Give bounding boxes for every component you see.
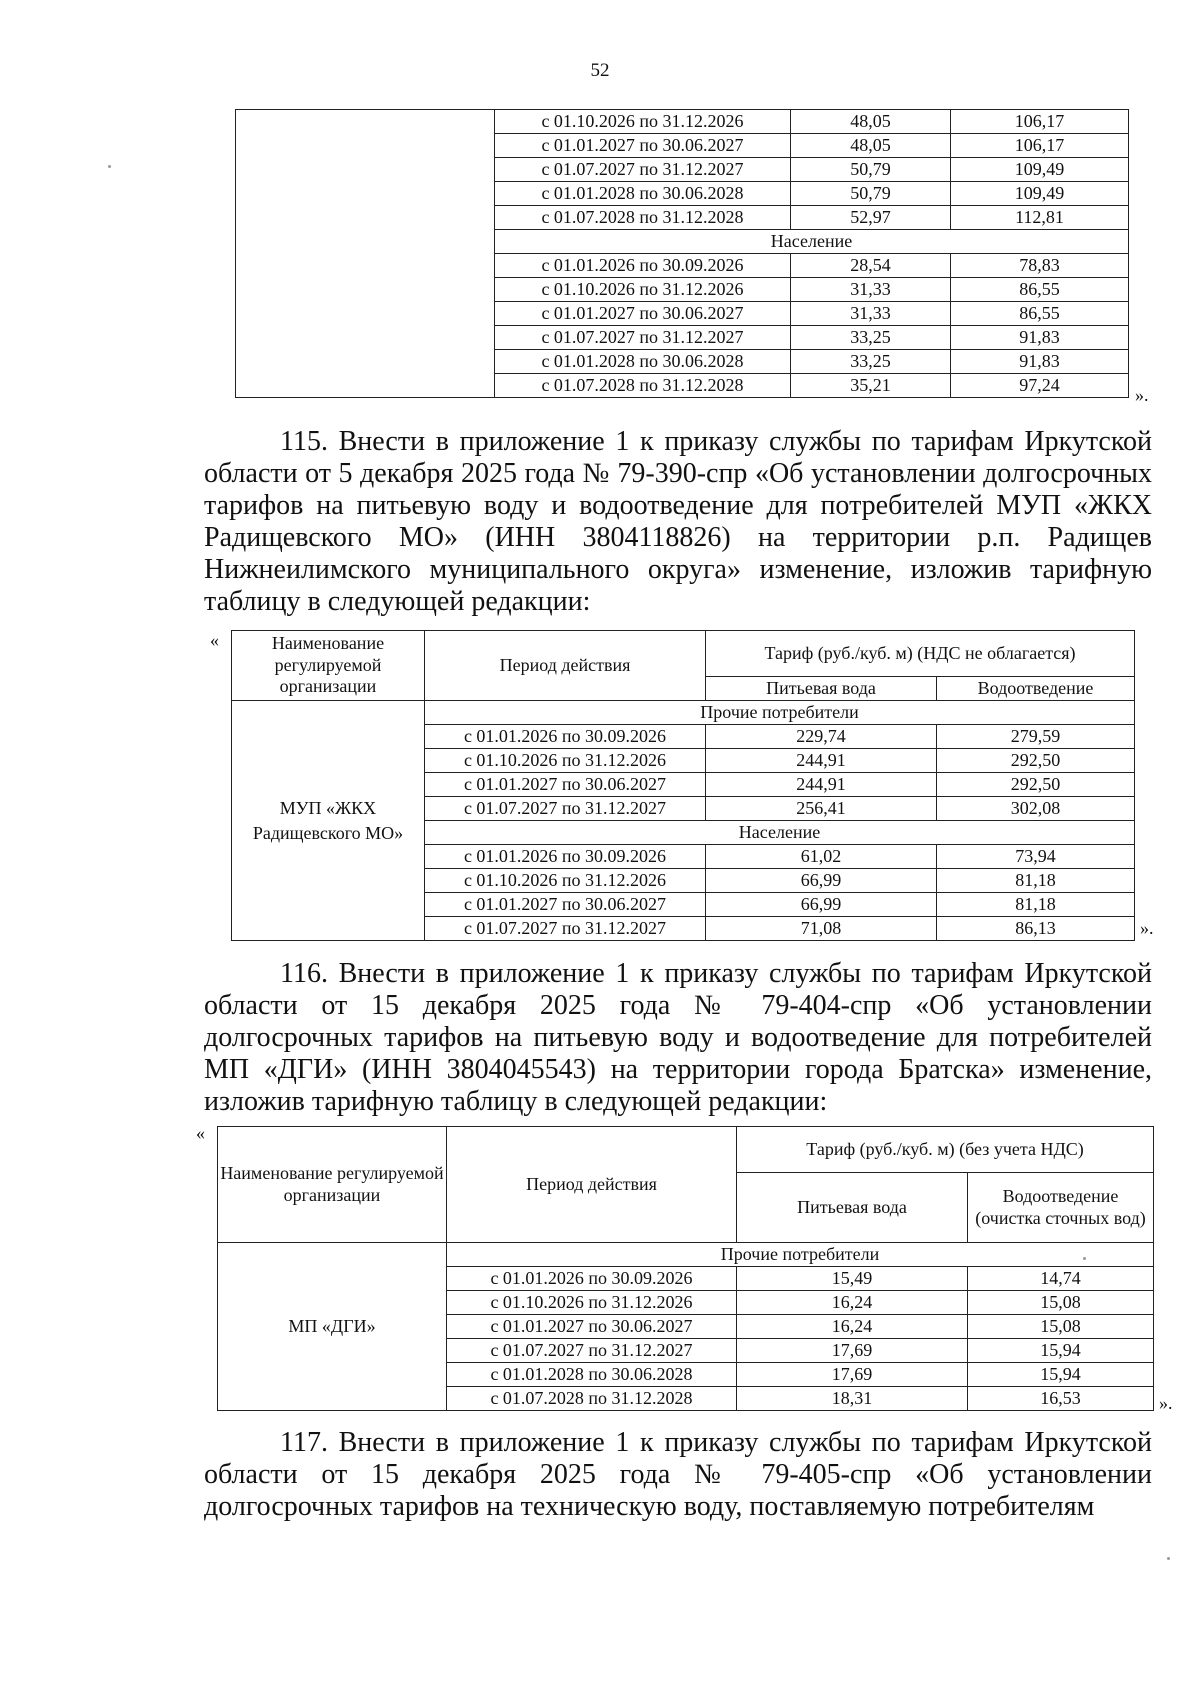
period-cell: с 01.07.2028 по 31.12.2028 [447,1387,737,1411]
sewer-value: 302,08 [937,797,1135,821]
org-name: МУП «ЖКХ Радищевского МО» [232,701,425,941]
period-cell: с 01.10.2026 по 31.12.2026 [447,1291,737,1315]
header-org: Наименование регулируемой организации [232,631,425,701]
period-cell: с 01.10.2026 по 31.12.2026 [495,278,791,302]
period-cell: с 01.01.2027 по 30.06.2027 [447,1315,737,1339]
water-value: 28,54 [791,254,951,278]
period-cell: с 01.01.2028 по 30.06.2028 [447,1363,737,1387]
period-cell: с 01.01.2028 по 30.06.2028 [495,182,791,206]
header-tariff: Тариф (руб./куб. м) (НДС не облагается) [706,631,1135,677]
closing-quote: ». [1159,1393,1173,1413]
water-value: 31,33 [791,302,951,326]
paragraph-115-text: 115. Внести в приложение 1 к приказу службы по тарифам Иркутской области от 5 декабря 2025 года № 79-390-спр «Об установлении долгосрочных тарифов на питьевую воду и водоотведение для потребителей МУП «ЖКХ Радищевского МО» (ИНН 3804118826) на территории р.п. Радищев Нижнеилимского муниципального округа» изменение, изложив тарифную таблицу в следующей редакции: [204,426,1152,617]
scan-speck [108,165,111,168]
section-header: Население [495,230,1129,254]
sewer-value: 106,17 [951,134,1129,158]
water-value: 48,05 [791,134,951,158]
paragraph-117 [204,1427,1152,1523]
sewer-value: 16,53 [968,1387,1154,1411]
water-value: 66,99 [706,869,937,893]
paragraph-116 [204,958,1152,1118]
section-header: Прочие потребители [447,1243,1154,1267]
water-value: 17,69 [737,1339,968,1363]
sewer-value: 73,94 [937,845,1135,869]
opening-quote: « [196,1123,205,1143]
period-cell: с 01.10.2026 по 31.12.2026 [495,110,791,134]
water-value: 33,25 [791,350,951,374]
water-value: 35,21 [791,374,951,398]
period-cell: с 01.01.2027 по 30.06.2027 [495,134,791,158]
sewer-value: 15,08 [968,1291,1154,1315]
header-sewer: Водоотведение (очистка сточных вод) [968,1173,1154,1243]
period-cell: с 01.07.2028 по 31.12.2028 [495,206,791,230]
water-value: 31,33 [791,278,951,302]
water-value: 244,91 [706,749,937,773]
header-water: Питьевая вода [706,677,937,701]
header-sewer: Водоотведение [937,677,1135,701]
sewer-value: 86,55 [951,302,1129,326]
period-cell: с 01.01.2026 по 30.09.2026 [447,1267,737,1291]
org-name: МП «ДГИ» [218,1243,447,1411]
tariff-table-continuation [235,109,1129,398]
sewer-value: 86,55 [951,278,1129,302]
period-cell: с 01.01.2026 по 30.09.2026 [425,725,706,749]
paragraph-117-text: 117. Внести в приложение 1 к приказу службы по тарифам Иркутской области от 15 декабря 2025 года № 79-405-спр «Об установлении долгосрочных тарифов на техническую воду, поставляемую потребителям [204,1427,1152,1522]
closing-quote: ». [1135,385,1149,405]
water-value: 244,91 [706,773,937,797]
header-tariff: Тариф (руб./куб. м) (без учета НДС) [737,1127,1154,1173]
period-cell: с 01.01.2026 по 30.09.2026 [495,254,791,278]
period-cell: с 01.01.2027 по 30.06.2027 [425,893,706,917]
period-cell: с 01.01.2027 по 30.06.2027 [495,302,791,326]
water-value: 18,31 [737,1387,968,1411]
period-cell: с 01.07.2028 по 31.12.2028 [495,374,791,398]
scan-speck [1083,1257,1086,1260]
paragraph-116-text: 116. Внести в приложение 1 к приказу службы по тарифам Иркутской области от 15 декабря 2025 года № 79-404-спр «Об установлении долгосрочных тарифов на питьевую воду и водоотведение для потребителей МП «ДГИ» (ИНН 3804045543) на территории города Братска» изменение, изложив тарифную таблицу в следующей редакции: [204,958,1152,1117]
period-cell: с 01.07.2027 по 31.12.2027 [495,158,791,182]
water-value: 50,79 [791,158,951,182]
sewer-value: 109,49 [951,182,1129,206]
water-value: 15,49 [737,1267,968,1291]
opening-quote: « [210,630,219,650]
sewer-value: 292,50 [937,773,1135,797]
sewer-value: 78,83 [951,254,1129,278]
period-cell: с 01.07.2027 по 31.12.2027 [425,797,706,821]
sewer-value: 106,17 [951,110,1129,134]
period-cell: с 01.01.2027 по 30.06.2027 [425,773,706,797]
closing-quote: ». [1140,918,1154,938]
sewer-value: 15,94 [968,1339,1154,1363]
header-period: Период действия [425,631,706,701]
water-value: 229,74 [706,725,937,749]
paragraph-115 [204,426,1152,618]
water-value: 16,24 [737,1315,968,1339]
sewer-value: 91,83 [951,350,1129,374]
header-org: Наименование регулируемой организации [218,1127,447,1243]
period-cell: с 01.10.2026 по 31.12.2026 [425,869,706,893]
sewer-value: 81,18 [937,893,1135,917]
sewer-value: 81,18 [937,869,1135,893]
period-cell: с 01.01.2026 по 30.09.2026 [425,845,706,869]
sewer-value: 279,59 [937,725,1135,749]
period-cell: с 01.07.2027 по 31.12.2027 [495,326,791,350]
header-water: Питьевая вода [737,1173,968,1243]
period-cell: с 01.01.2028 по 30.06.2028 [495,350,791,374]
water-value: 16,24 [737,1291,968,1315]
water-value: 52,97 [791,206,951,230]
section-header: Прочие потребители [425,701,1135,725]
sewer-value: 91,83 [951,326,1129,350]
page-number: 52 [590,60,610,81]
sewer-value: 14,74 [968,1267,1154,1291]
sewer-value: 15,94 [968,1363,1154,1387]
sewer-value: 97,24 [951,374,1129,398]
period-cell: с 01.07.2027 по 31.12.2027 [447,1339,737,1363]
sewer-value: 109,49 [951,158,1129,182]
water-value: 33,25 [791,326,951,350]
sewer-value: 15,08 [968,1315,1154,1339]
org-cell-empty [236,110,495,398]
sewer-value: 292,50 [937,749,1135,773]
water-value: 256,41 [706,797,937,821]
water-value: 66,99 [706,893,937,917]
water-value: 48,05 [791,110,951,134]
sewer-value: 86,13 [937,917,1135,941]
water-value: 61,02 [706,845,937,869]
tariff-table-115 [231,630,1135,941]
scan-speck [1167,1557,1170,1560]
period-cell: с 01.10.2026 по 31.12.2026 [425,749,706,773]
tariff-table-116 [217,1126,1154,1411]
water-value: 17,69 [737,1363,968,1387]
water-value: 50,79 [791,182,951,206]
header-period: Период действия [447,1127,737,1243]
section-header: Население [425,821,1135,845]
water-value: 71,08 [706,917,937,941]
sewer-value: 112,81 [951,206,1129,230]
period-cell: с 01.07.2027 по 31.12.2027 [425,917,706,941]
